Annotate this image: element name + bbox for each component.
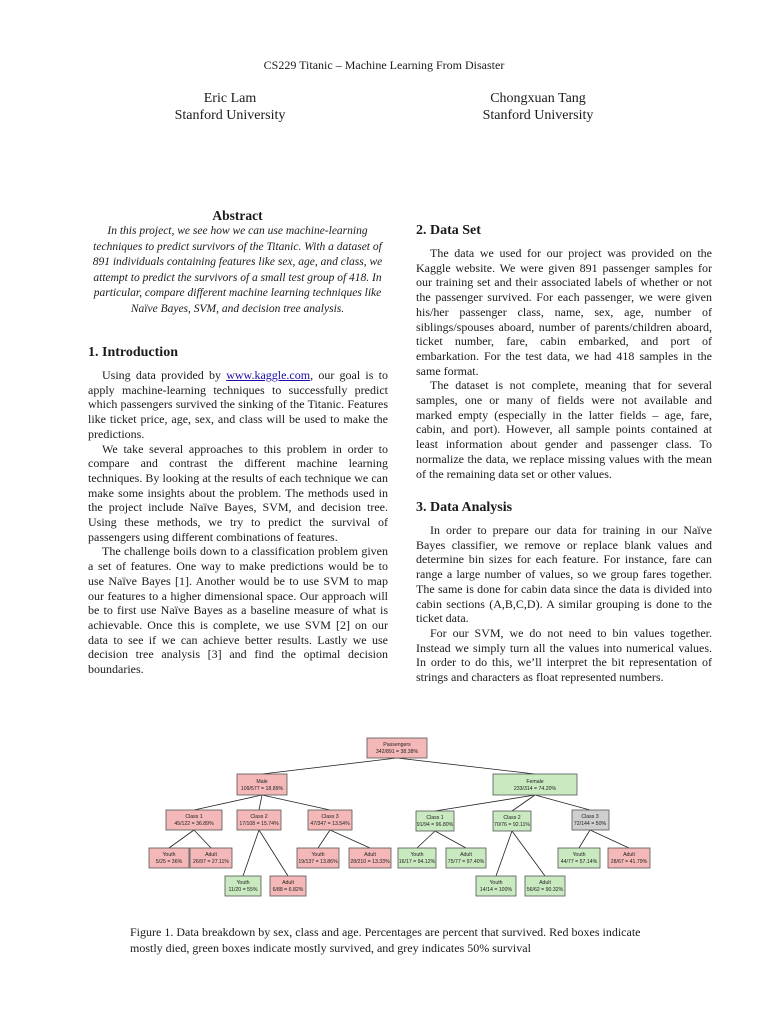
svg-text:26/97 = 27.11%: 26/97 = 27.11% — [192, 859, 230, 865]
section-heading: 1. Introduction — [88, 345, 178, 360]
svg-text:28/210 = 13.33%: 28/210 = 13.33% — [350, 859, 390, 865]
paragraph: For our SVM, we do not need to bin values together. Instead we simply turn all the values into numerical values. In order to do this, we’ll interpret the bit representation of strings and characters as float represented numbers. — [416, 625, 712, 685]
node-female-class-2 — [493, 811, 531, 831]
svg-text:Youth: Youth — [311, 852, 325, 858]
node-male-class-2 — [237, 810, 281, 830]
svg-text:Class 1: Class 1 — [185, 814, 203, 820]
svg-text:109/577 = 18.89%: 109/577 = 18.89% — [240, 786, 284, 792]
decision-tree-figure — [155, 734, 660, 899]
node-female-c3-youth — [558, 848, 600, 868]
node-male-class-3 — [308, 810, 352, 830]
abstract-text: In this project, we see how we can use machine-learning techniques to predict survivors of the Titanic. With a dataset of 891 individuals containing features like sex, age, and class, we attempt to predict the survivors of a small test group of 418. In particular, compare different machine learning techniques like Naïve Bayes, SVM, and decision tree analysis. — [92, 225, 383, 315]
paragraph: The challenge boils down to a classification problem given a set of features. One way to make predictions would be to use Naïve Bayes [1]. Another would be to use SVM to map our features to a higher dimensional space. Our approach will be to first use Naïve Bayes as a baseline measure of what is achievable. Once this is complete, we use SVM [2] on our data to see if we can achieve better results. Lastly we use decision tree analysis [3] and find the optimal decision boundaries. — [88, 544, 388, 677]
author-name: Eric Lam — [203, 91, 257, 106]
node-passengers — [367, 738, 427, 758]
author-name: Chongxuan Tang — [490, 91, 586, 106]
svg-text:Adult: Adult — [205, 852, 217, 858]
section-introduction — [88, 345, 388, 677]
svg-text:16/17 = 94.12%: 16/17 = 94.12% — [398, 859, 436, 865]
abstract-heading: Abstract — [212, 208, 263, 223]
svg-text:Class 2: Class 2 — [503, 815, 521, 821]
svg-text:75/77 = 97.40%: 75/77 = 97.40% — [447, 859, 485, 865]
svg-text:14/14 = 100%: 14/14 = 100% — [479, 887, 513, 893]
svg-text:11/20 = 55%: 11/20 = 55% — [228, 887, 258, 893]
node-male-c3-adult — [349, 848, 391, 868]
node-female-c1-adult — [446, 848, 486, 868]
svg-text:Class 3: Class 3 — [321, 814, 339, 820]
node-female-class-1 — [416, 811, 454, 831]
section-body — [416, 523, 712, 685]
node-female-c2-youth — [476, 876, 516, 896]
section-data-set — [416, 223, 712, 481]
paragraph: The data we used for our project was provided on the Kaggle website. We were given 891 passenger samples for our training set and their associated labels of whether or not the passenger survived. For each passenger, we were given his/her passenger class, name, sex, age, number of siblings/spouses aboard, number of parents/children aboard, ticket number, fare, cabin embarked, and port of embarkation. For the test data, we had 418 samples in the same format. — [416, 246, 712, 378]
node-male-c2-youth — [225, 876, 261, 896]
node-female-class-3 — [572, 810, 609, 830]
page-title: CS229 Titanic – Machine Learning From Disaster — [263, 58, 505, 72]
section-body — [88, 368, 388, 677]
svg-text:19/137 = 13.86%: 19/137 = 13.86% — [298, 859, 338, 865]
figure-caption: Figure 1. Data breakdown by sex, class and age. Percentages are percent that survived. Red boxes indicate mostly died, green boxes indicate mostly survived, and grey indicates 50% survival — [130, 925, 641, 955]
paragraph: We take several approaches to this problem in order to compare and contrast the different machine learning techniques. By looking at the results of each technique we can make some insights about the problem. The methods used in the project include Naïve Bayes, SVM, and decision tree. Using these methods, we try to predict the survival of passengers using different combinations of features. — [88, 441, 388, 544]
svg-text:6/88 = 6.82%: 6/88 = 6.82% — [272, 887, 304, 893]
paragraph: In order to prepare our data for training in our Naïve Bayes classifier, we remove or replace blank values and determine bin sizes for each feature. For instance, fare can range a large number of values, so we group fares together. The same is done for cabin data since the data is divided into cabin sections (A,B,C,D). A similar grouping is done to the ticket data. — [416, 523, 712, 626]
svg-text:Youth: Youth — [236, 880, 250, 886]
section-heading: 2. Data Set — [416, 223, 481, 238]
svg-text:Adult: Adult — [539, 880, 551, 886]
svg-text:Female: Female — [526, 779, 544, 785]
node-female-c1-youth — [398, 848, 436, 868]
node-male-c1-adult — [190, 848, 232, 868]
node-female-c2-adult — [525, 876, 565, 896]
node-male-c1-youth — [149, 848, 189, 868]
section-heading: 3. Data Analysis — [416, 500, 513, 515]
svg-text:56/62 = 90.32%: 56/62 = 90.32% — [526, 887, 564, 893]
node-male — [237, 774, 287, 795]
author-affiliation: Stanford University — [174, 108, 286, 123]
svg-text:Class 3: Class 3 — [581, 814, 599, 820]
svg-text:Youth: Youth — [410, 852, 424, 858]
svg-text:5/25 = 36%: 5/25 = 36% — [155, 859, 183, 865]
svg-text:Adult: Adult — [282, 880, 294, 886]
node-female — [493, 774, 577, 795]
svg-text:Adult: Adult — [623, 852, 635, 858]
author-block-2 — [428, 90, 648, 124]
svg-text:28/67 = 41.79%: 28/67 = 41.79% — [610, 859, 648, 865]
svg-text:233/314 = 74.20%: 233/314 = 74.20% — [513, 786, 557, 792]
node-male-c2-adult — [270, 876, 306, 896]
svg-text:Youth: Youth — [489, 880, 503, 886]
svg-text:91/94 = 96.80%: 91/94 = 96.80% — [416, 822, 454, 828]
node-male-c3-youth — [297, 848, 339, 868]
svg-text:Male: Male — [256, 779, 268, 785]
kaggle-link[interactable]: www.kaggle.com — [226, 368, 311, 382]
svg-text:17/108 = 15.74%: 17/108 = 15.74% — [239, 821, 279, 827]
section-body — [416, 246, 712, 481]
section-data-analysis — [416, 500, 712, 685]
svg-text:70/76 = 92.11%: 70/76 = 92.11% — [493, 822, 531, 828]
author-block-1 — [120, 90, 340, 124]
svg-text:Adult: Adult — [364, 852, 376, 858]
author-affiliation: Stanford University — [482, 108, 594, 123]
svg-text:Adult: Adult — [460, 852, 472, 858]
svg-text:Class 2: Class 2 — [250, 814, 268, 820]
svg-text:47/347 = 13.54%: 47/347 = 13.54% — [310, 821, 350, 827]
paragraph: The dataset is not complete, meaning that for several samples, one or many of fields were not available and marked empty (especially in the latter fields – age, fare, cabin, and port). However, all sample points contained at least information about gender and passenger class. To normalize the data, we replace missing values with the mean of the remaining data set or other values. — [416, 378, 712, 481]
node-female-c3-adult — [608, 848, 650, 868]
node-male-class-1 — [166, 810, 222, 830]
svg-text:342/891 = 38.38%: 342/891 = 38.38% — [375, 749, 419, 755]
svg-text:Youth: Youth — [572, 852, 586, 858]
svg-text:Class 1: Class 1 — [426, 815, 444, 821]
svg-text:45/122 = 36.89%: 45/122 = 36.89% — [174, 821, 214, 827]
svg-text:Youth: Youth — [162, 852, 176, 858]
svg-text:Passengers: Passengers — [383, 742, 411, 748]
svg-text:72/144 = 50%: 72/144 = 50% — [573, 821, 607, 827]
paragraph: Using data provided by www.kaggle.com, our goal is to apply machine-learning techniques to successfully predict which passengers survived the sinking of the Titanic. Features like ticket price, age, sex, and class will be used to make the predictions. — [88, 368, 388, 441]
svg-text:44/77 = 57.14%: 44/77 = 57.14% — [560, 859, 598, 865]
